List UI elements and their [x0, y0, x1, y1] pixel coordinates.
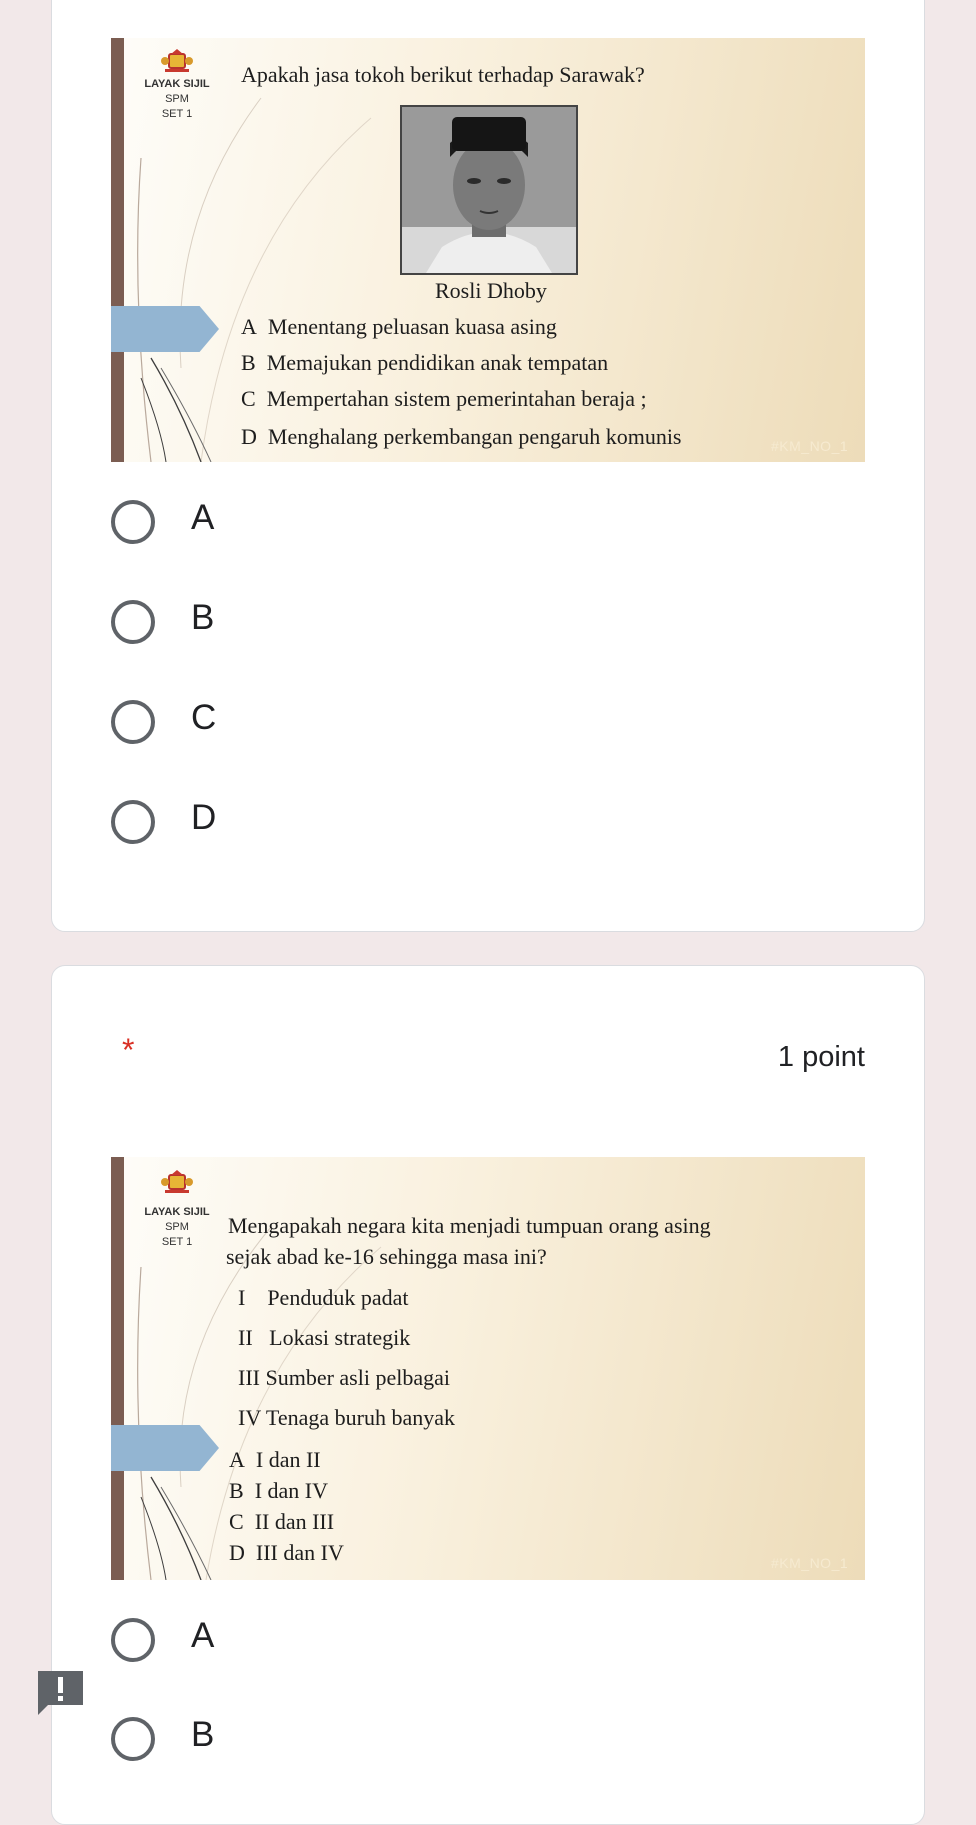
- radio-unchecked-icon[interactable]: [111, 1717, 155, 1761]
- option-c[interactable]: [111, 690, 511, 750]
- slide-choice-letter: C: [241, 386, 256, 411]
- logo-label-layak-sijil: LAYAK SIJIL: [144, 78, 210, 90]
- logo-label-layak-sijil: LAYAK SIJIL: [144, 1206, 210, 1218]
- slide-choice-text: III dan IV: [255, 1540, 344, 1565]
- radio-unchecked-icon[interactable]: [111, 600, 155, 644]
- radio-unchecked-icon[interactable]: [111, 800, 155, 844]
- option-a[interactable]: [111, 1608, 511, 1668]
- required-asterisk: *: [122, 1032, 135, 1068]
- slide-choice-text: I dan IV: [254, 1478, 328, 1503]
- logo-label-spm: SPM: [165, 1221, 189, 1233]
- slide-choice-b: [229, 1478, 328, 1504]
- statement-i: I Penduduk padat: [238, 1285, 409, 1310]
- question-image-2: [111, 1157, 865, 1580]
- option-label: D: [191, 798, 217, 837]
- logo-label-set: SET 1: [161, 108, 193, 120]
- exclamation-report-icon[interactable]: [36, 1669, 85, 1717]
- option-a[interactable]: [111, 490, 511, 550]
- question-stem: Apakah jasa tokoh berikut terhadap Sarawak?: [241, 62, 645, 87]
- portrait-photo: [400, 105, 578, 275]
- slide-tag: #KM_NO_1: [771, 438, 849, 454]
- question-image-1: [111, 38, 865, 462]
- slide-choice-text: Menentang peluasan kuasa asing: [267, 314, 557, 339]
- slide-choice-c: [241, 386, 647, 412]
- slide-choice-c: [229, 1509, 334, 1535]
- option-label: A: [191, 498, 215, 537]
- radio-unchecked-icon[interactable]: [111, 1618, 155, 1662]
- crest-icon: [157, 1169, 197, 1195]
- slide-choice-d: [241, 424, 682, 450]
- slide-choice-letter: D: [229, 1540, 245, 1565]
- slide-choice-b: [241, 350, 608, 376]
- slide-choice-text: Menghalang perkembangan pengaruh komunis: [267, 424, 682, 449]
- ministry-logo: [127, 48, 227, 122]
- logo-label-set: SET 1: [161, 1236, 193, 1248]
- slide-arrow-shape: [111, 306, 219, 352]
- slide-choice-a: [229, 1447, 321, 1473]
- photo-caption: Rosli Dhoby: [435, 278, 547, 303]
- option-label: B: [191, 598, 215, 637]
- crest-icon: [157, 48, 197, 74]
- slide-arrow-shape: [111, 1425, 219, 1471]
- points-label: 1 point: [777, 1041, 865, 1073]
- slide-choice-d: [229, 1540, 344, 1566]
- slide-choice-letter: B: [241, 350, 256, 375]
- option-label: A: [191, 1616, 215, 1655]
- statement-iv: IV Tenaga buruh banyak: [238, 1405, 455, 1430]
- slide-choice-letter: D: [241, 424, 257, 449]
- option-d[interactable]: [111, 790, 511, 850]
- statement-iii: III Sumber asli pelbagai: [238, 1365, 450, 1390]
- option-b[interactable]: [111, 1707, 511, 1767]
- statement-ii: II Lokasi strategik: [238, 1325, 411, 1350]
- option-label: B: [191, 1715, 215, 1754]
- slide-choice-letter: A: [241, 314, 257, 339]
- radio-unchecked-icon[interactable]: [111, 500, 155, 544]
- question-stem-line-2: sejak abad ke-16 sehingga masa ini?: [226, 1244, 547, 1269]
- slide-choice-letter: B: [229, 1478, 244, 1503]
- logo-label-spm: SPM: [165, 93, 189, 105]
- slide-choice-text: Memajukan pendidikan anak tempatan: [266, 350, 609, 375]
- option-label: C: [191, 698, 217, 737]
- slide-choice-text: II dan III: [254, 1509, 335, 1534]
- ministry-logo: [127, 1169, 227, 1250]
- slide-tag: #KM_NO_1: [771, 1555, 849, 1571]
- slide-choice-letter: A: [229, 1447, 245, 1472]
- question-stem-line-1: Mengapakah negara kita menjadi tumpuan orang asing: [228, 1213, 711, 1238]
- slide-choice-text: Mempertahan sistem pemerintahan beraja ;: [266, 386, 647, 411]
- option-b[interactable]: [111, 590, 511, 650]
- radio-unchecked-icon[interactable]: [111, 700, 155, 744]
- slide-choice-a: [241, 314, 557, 340]
- slide-choice-text: I dan II: [255, 1447, 321, 1472]
- portrait-figure: [402, 107, 576, 273]
- slide-choice-letter: C: [229, 1509, 244, 1534]
